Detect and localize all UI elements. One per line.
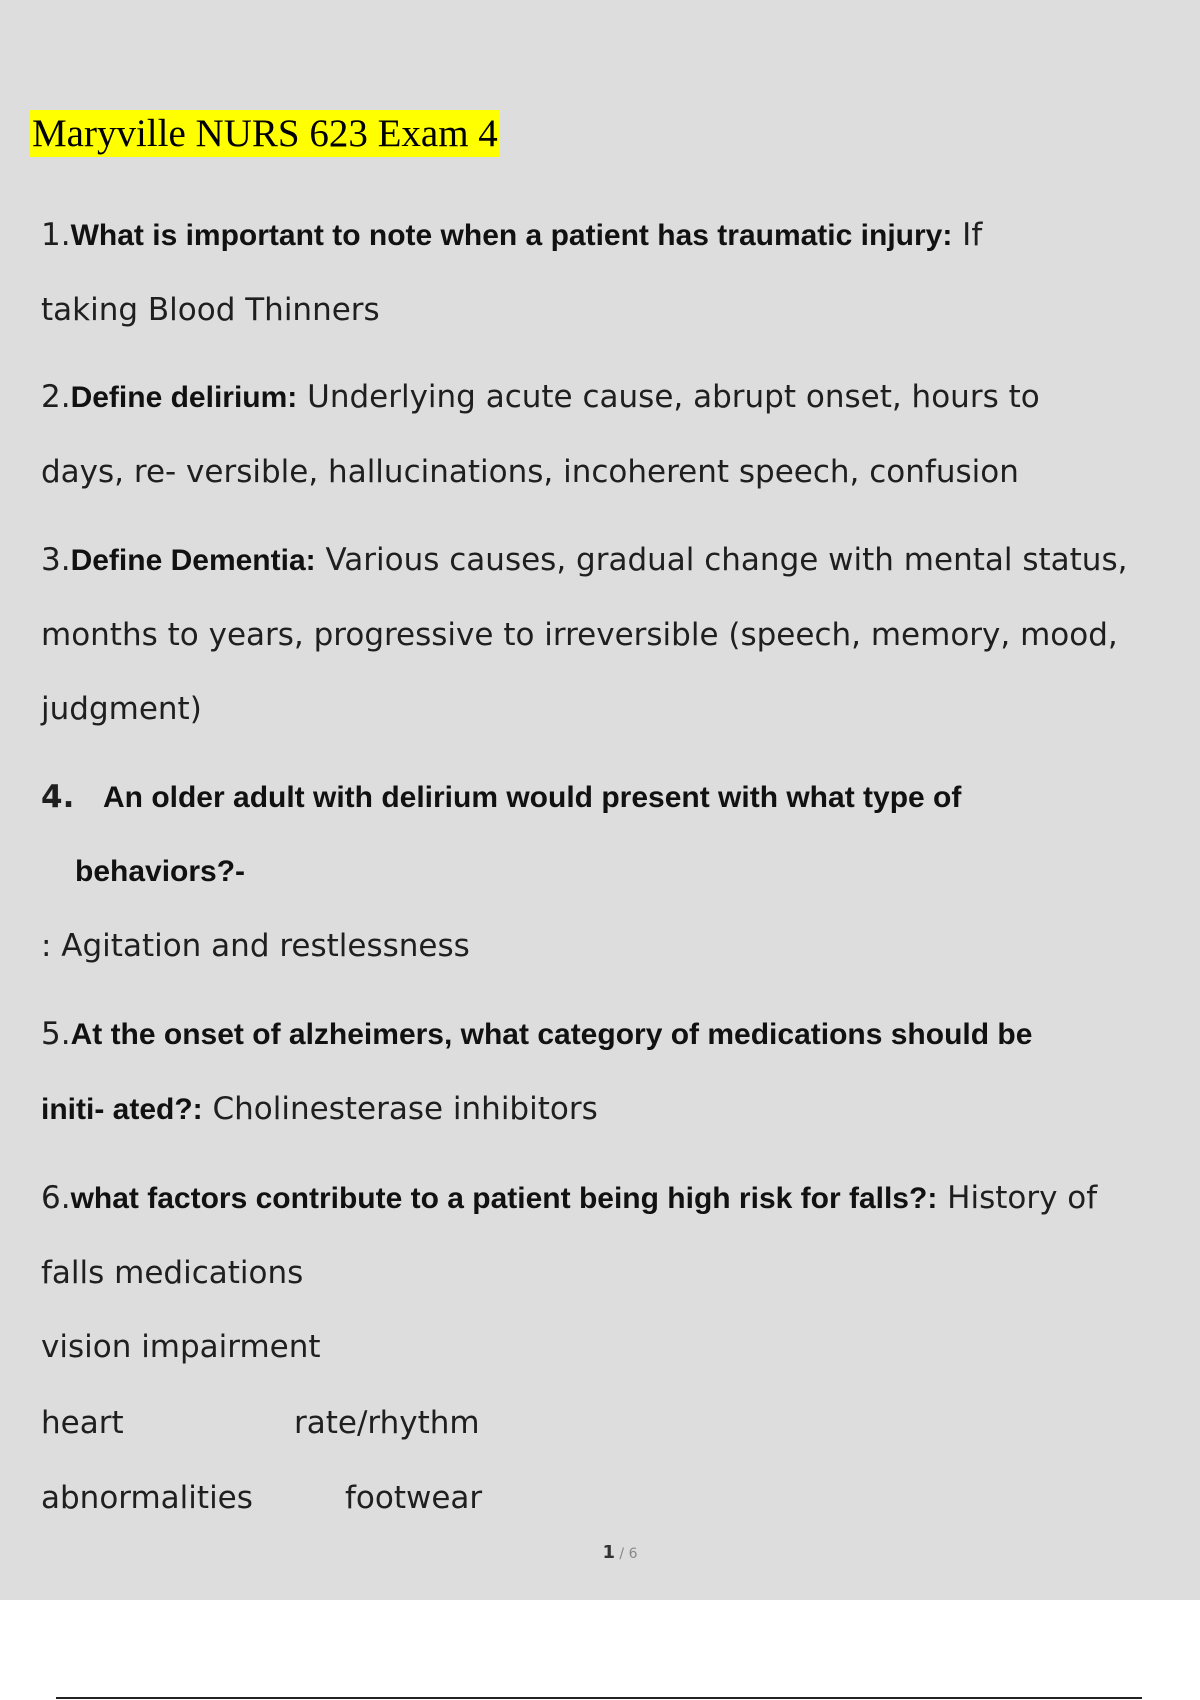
item-4-question-line-1: An older adult with delirium would present with what type of [103, 781, 962, 814]
item-6-row-a-left: heart [41, 1405, 124, 1441]
item-2-number: 2. [41, 379, 71, 415]
item-6-row-b-left: abnormalities [41, 1480, 253, 1516]
item-5-question-line-2: initi- ated?: [41, 1093, 203, 1126]
item-1-question: What is important to note when a patient has traumatic injury: [70, 219, 953, 252]
item-6-number: 6. [41, 1180, 71, 1216]
item-3-answer: Various causes, gradual change with mental status, [315, 542, 1128, 578]
footer-divider [56, 1697, 1142, 1699]
item-4-number: 4. [41, 779, 75, 815]
item-6-row-b-right: footwear [345, 1480, 483, 1516]
item-6-line-2: falls medications [41, 1255, 304, 1291]
item-4-answer: : Agitation and restlessness [41, 928, 470, 964]
item-1-answer: If [952, 217, 983, 253]
item-3-line-1 [41, 540, 1127, 581]
page-current: 1 [602, 1542, 615, 1563]
page-counter [0, 1542, 1200, 1563]
item-6-question: what factors contribute to a patient being high risk for falls?: [70, 1182, 938, 1215]
item-1-line-1 [41, 215, 982, 256]
item-6-line-3: vision impairment [41, 1329, 321, 1365]
page-separator: / [614, 1546, 629, 1562]
item-5-number: 5. [41, 1016, 71, 1052]
item-3-number: 3. [41, 542, 71, 578]
document-title: Maryville NURS 623 Exam 4 [32, 112, 498, 155]
item-2-line-1 [41, 377, 1040, 418]
item-2-line-2: days, re- versible, hallucinations, incoherent speech, confusion [41, 454, 1019, 490]
item-4-line-1 [41, 777, 961, 818]
item-2-answer: Underlying acute cause, abrupt onset, hours to [297, 379, 1040, 415]
item-1-line-2: taking Blood Thinners [41, 292, 380, 328]
item-5-line-1 [41, 1014, 1032, 1055]
item-3-line-3: judgment) [41, 691, 202, 727]
item-1-number: 1. [41, 217, 71, 253]
item-6-line-1 [41, 1178, 1097, 1219]
item-3-line-2: months to years, progressive to irreversible (speech, memory, mood, [41, 617, 1118, 653]
item-4-question-line-2: behaviors?- [75, 855, 246, 888]
item-5-question-line-1: At the onset of alzheimers, what category of medications should be [70, 1018, 1033, 1051]
item-2-question: Define delirium: [70, 381, 298, 414]
item-5-answer: Cholinesterase inhibitors [202, 1091, 598, 1127]
item-3-question: Define Dementia: [70, 544, 316, 577]
page-total: 6 [628, 1546, 638, 1562]
item-6-row-a-right: rate/rhythm [294, 1405, 480, 1441]
item-6-answer: History of [937, 1180, 1098, 1216]
item-5-line-2 [41, 1089, 598, 1130]
